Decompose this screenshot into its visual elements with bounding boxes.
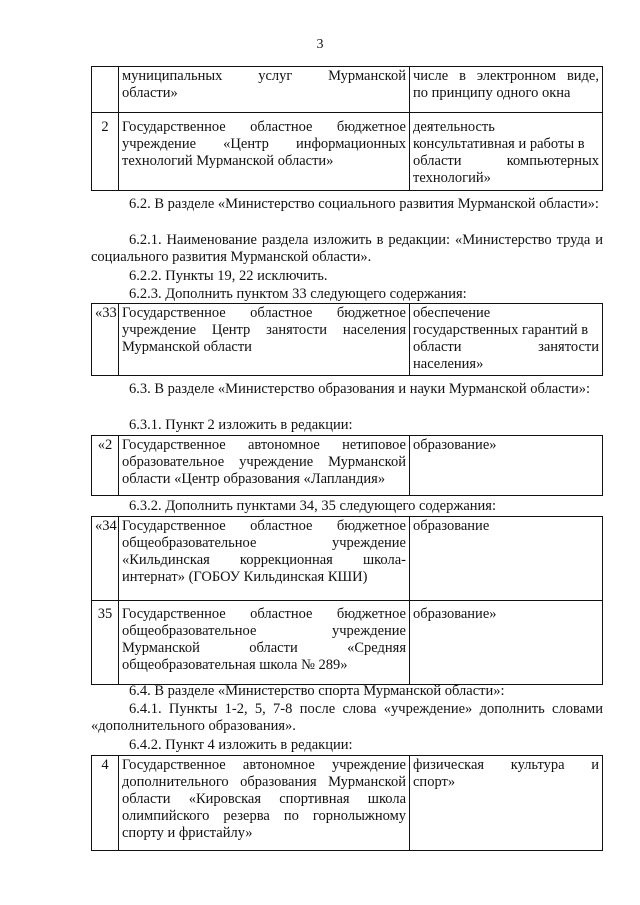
paragraph-6-2: 6.2. В разделе «Министерство социального развития Мурманской области»: [129, 196, 599, 212]
paragraph-6-3: 6.3. В разделе «Министерство образования и науки Мурманской области»: [129, 381, 591, 397]
activity-line: спорт» [413, 774, 456, 790]
row-number: «33 [92, 304, 119, 376]
name-line: «Кильдинская коррекционная школа- [122, 552, 406, 568]
page-number: 3 [316, 37, 324, 52]
name-line: Мурманской области [122, 339, 252, 355]
name-line: области «Кировская спортивная школа [122, 791, 406, 807]
activity-line: образование» [413, 437, 497, 453]
table-row [92, 601, 603, 685]
activity-line: технологий» [413, 170, 491, 186]
table-row [92, 113, 603, 191]
paragraph-6-4-2: 6.4.2. Пункт 4 изложить в редакции: [129, 737, 353, 753]
activity-line: населения» [413, 356, 484, 372]
name-line: области «Центр образования «Лапландия» [122, 471, 386, 487]
table-item-33 [91, 303, 603, 376]
table-row [92, 67, 603, 113]
name-line: Мурманской области «Средняя [122, 640, 406, 656]
name-line: муниципальных услуг Мурманской [122, 68, 406, 84]
institution-name [119, 601, 410, 685]
name-line: интернат» (ГОБОУ Кильдинская КШИ) [122, 569, 368, 585]
table-items-34-35 [91, 516, 603, 685]
activity-type [410, 113, 603, 191]
institution-name [119, 436, 410, 496]
paragraph-6-3-1: 6.3.1. Пункт 2 изложить в редакции: [129, 417, 353, 433]
activity-line: обеспечение [413, 305, 491, 321]
activity-line: физическая культура и [413, 757, 599, 773]
row-number: 2 [92, 113, 119, 191]
row-number [92, 67, 119, 113]
institution-name [119, 756, 410, 851]
name-line: Государственное автономное учреждение [122, 757, 406, 773]
activity-type [410, 436, 603, 496]
activity-line: консультативная и работы в [413, 136, 585, 152]
paragraph-6-2-2: 6.2.2. Пункты 19, 22 исключить. [129, 268, 328, 284]
name-line: технологий Мурманской области» [122, 153, 334, 169]
name-line: Государственное областное бюджетное [122, 606, 406, 622]
name-line: общеобразовательное учреждение [122, 535, 406, 551]
paragraph-6-2-3: 6.2.3. Дополнить пунктом 33 следующего содержания: [129, 286, 467, 302]
activity-type [410, 517, 603, 601]
name-line: учреждение Центр занятости населения [122, 322, 406, 338]
name-line: Государственное областное бюджетное [122, 305, 406, 321]
activity-type [410, 67, 603, 113]
institution-name [119, 304, 410, 376]
activity-type [410, 756, 603, 851]
row-number: «34 [92, 517, 119, 601]
table-item-2 [91, 435, 603, 496]
activity-line: образование» [413, 606, 497, 622]
institution-name [119, 517, 410, 601]
activity-line: области занятости [413, 339, 599, 355]
name-line: Государственное областное бюджетное [122, 518, 406, 534]
paragraph-6-4-1: 6.4.1. Пункты 1-2, 5, 7-8 после слова «учреждение» дополнить словами «дополнительного образования». [91, 701, 603, 734]
row-number: «2 [92, 436, 119, 496]
institution-name [119, 113, 410, 191]
name-line: дополнительного образования Мурманской [122, 774, 406, 790]
name-line: Государственное автономное нетиповое [122, 437, 406, 453]
activity-line: числе в электронном виде, [413, 68, 599, 84]
table-row [92, 756, 603, 851]
activity-line: области компьютерных [413, 153, 599, 169]
paragraph-6-2-1: 6.2.1. Наименование раздела изложить в редакции: «Министерство труда и социального развития Мурманской области». [91, 232, 603, 265]
paragraph-6-3-2: 6.3.2. Дополнить пунктами 34, 35 следующего содержания: [129, 498, 496, 514]
name-line: Государственное областное бюджетное [122, 119, 406, 135]
row-number: 4 [92, 756, 119, 851]
activity-line: государственных гарантий в [413, 322, 589, 338]
name-line: учреждение «Центр информационных [122, 136, 406, 152]
activity-type [410, 601, 603, 685]
name-line: олимпийского резерва по горнолыжному [122, 808, 406, 824]
row-number: 35 [92, 601, 119, 685]
name-line: общеобразовательная школа № 289» [122, 657, 348, 673]
activity-line: деятельность [413, 119, 495, 135]
activity-type [410, 304, 603, 376]
name-line: образовательное учреждение Мурманской [122, 454, 406, 470]
table-item-4 [91, 755, 603, 851]
name-line: спорту и фристайлу» [122, 825, 253, 841]
institution-name [119, 67, 410, 113]
activity-line: образование [413, 518, 490, 534]
name-line: области» [122, 85, 178, 101]
name-line: общеобразовательное учреждение [122, 623, 406, 639]
table-continuation [91, 66, 603, 191]
table-row [92, 517, 603, 601]
table-row [92, 304, 603, 376]
table-row [92, 436, 603, 496]
paragraph-6-4: 6.4. В разделе «Министерство спорта Мурманской области»: [129, 683, 505, 699]
activity-line: по принципу одного окна [413, 85, 571, 101]
